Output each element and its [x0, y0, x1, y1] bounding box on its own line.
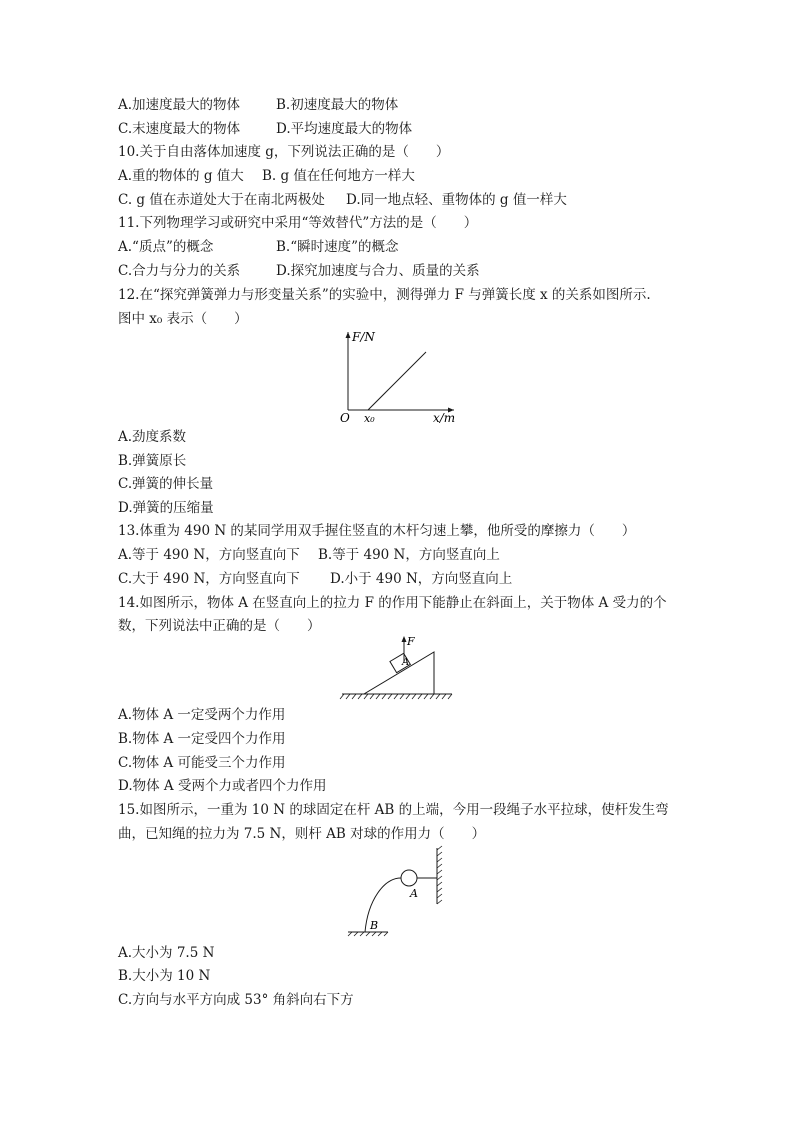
- arrow-up-icon: [402, 636, 407, 642]
- q11-option-D: D.探究加速度与合力、质量的关系: [276, 263, 480, 279]
- origin-label: O: [340, 411, 350, 425]
- y-axis-arrow-icon: [346, 332, 351, 338]
- q11-option-A: A.“质点”的概念: [118, 239, 214, 255]
- q10-option-D: D.同一地点轻、重物体的 g 值一样大: [346, 192, 567, 208]
- x0-label: x₀: [364, 412, 375, 425]
- q12-option-C: C.弹簧的伸长量: [118, 476, 214, 492]
- q14-incline-figure: [340, 634, 460, 704]
- point-A-label: A: [410, 887, 418, 900]
- q10-option-A: A.重的物体的 g 值大: [118, 168, 244, 184]
- q15-stem-line1: 15.如图所示，一重为 10 N 的球固定在杆 AB 的上端，今用一段绳子水平拉球，使杆发生弯: [118, 802, 669, 818]
- q10-stem: 10.关于自由落体加速度 g，下列说法正确的是（ ）: [118, 144, 450, 160]
- block-label: A: [402, 657, 410, 668]
- q9-option-D: D.平均速度最大的物体: [276, 121, 413, 137]
- q11-option-C: C.合力与分力的关系: [118, 263, 241, 279]
- q13-stem: 13.体重为 490 N 的某同学用双手握住竖直的木杆匀速上攀，他所受的摩擦力（ ）: [118, 523, 636, 539]
- q13-option-A: A.等于 490 N，方向竖直向下: [118, 547, 300, 563]
- q15-stem-line2: 曲，已知绳的拉力为 7.5 N，则杆 AB 对球的作用力（ ）: [118, 826, 486, 842]
- q11-option-B: B.“瞬时速度”的概念: [276, 239, 399, 255]
- q15-rod-figure: [344, 842, 454, 942]
- q14-option-C: C.物体 A 可能受三个力作用: [118, 755, 286, 771]
- q14-stem-line2: 数，下列说法中正确的是（ ）: [118, 618, 321, 634]
- q12-option-B: B.弹簧原长: [118, 453, 187, 469]
- q13-option-C: C.大于 490 N，方向竖直向下: [118, 571, 300, 587]
- q13-option-D: D.小于 490 N，方向竖直向上: [330, 571, 513, 587]
- q10-option-B: B. g 值在任何地方一样大: [262, 168, 415, 184]
- q14-option-A: A.物体 A 一定受两个力作用: [118, 707, 286, 723]
- q12-graph: [330, 326, 460, 426]
- q9-option-C: C.末速度最大的物体: [118, 121, 241, 137]
- q11-stem: 11.下列物理学习或研究中采用“等效替代”方法的是（ ）: [118, 215, 478, 231]
- force-length-line: [368, 352, 426, 410]
- q15-option-C: C.方向与水平方向成 53° 角斜向右下方: [118, 992, 354, 1008]
- x-axis-label: x/m: [433, 411, 456, 425]
- ground-hatching: [340, 694, 452, 699]
- q9-option-B: B.初速度最大的物体: [276, 97, 399, 113]
- y-axis-label: F/N: [352, 330, 375, 344]
- base-hatching: [348, 932, 388, 936]
- point-B-label: B: [370, 919, 379, 932]
- ball: [401, 870, 417, 886]
- q15-option-A: A.大小为 7.5 N: [118, 945, 215, 961]
- q14-stem-line1: 14.如图所示，物体 A 在竖直向上的拉力 F 的作用下能静止在斜面上，关于物体 A 受力的个: [118, 595, 667, 611]
- q12-option-D: D.弹簧的压缩量: [118, 500, 214, 516]
- q9-option-A: A.加速度最大的物体: [118, 97, 241, 113]
- q10-option-C: C. g 值在赤道处大于在南北两极处: [118, 192, 325, 208]
- q15-option-B: B.大小为 10 N: [118, 968, 211, 984]
- q13-option-B: B.等于 490 N，方向竖直向上: [318, 547, 500, 563]
- q12-stem-line1: 12.在“探究弹簧弹力与形变量关系”的实验中，测得弹力 F 与弹簧长度 x 的关系如图所示.: [118, 287, 651, 303]
- wall-hatching: [437, 846, 442, 904]
- q14-option-B: B.物体 A 一定受四个力作用: [118, 731, 286, 747]
- q14-option-D: D.物体 A 受两个力或者四个力作用: [118, 778, 327, 794]
- force-label: F: [407, 635, 415, 648]
- q12-stem-line2: 图中 x₀ 表示（ ）: [118, 311, 248, 327]
- q12-option-A: A.劲度系数: [118, 429, 187, 445]
